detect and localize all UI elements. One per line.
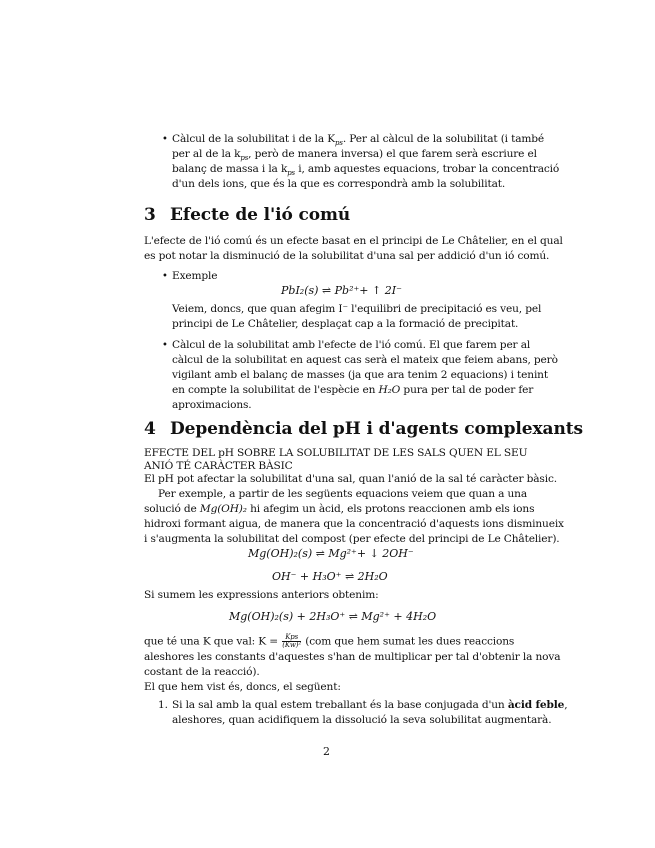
subhead-line2: ANIÓ TÉ CARÀCTER BÀSIC: [144, 460, 293, 472]
section4-p4: hidroxi formant aigua, de manera que la concentració d'aquests ions disminueix: [144, 518, 564, 530]
example-text-line2: principi de Le Châtelier, desplaçat cap a la formació de precipitat.: [172, 318, 519, 330]
section3-title: Efecte de l'ió comú: [170, 205, 351, 225]
sum-intro: Si sumem les expressions anteriors obtenim:: [144, 589, 379, 601]
equation-mgoh2: Mg(OH)₂(s) ⇌ Mg²⁺+ ↓ 2OH⁻: [248, 547, 414, 560]
subhead-line1: EFECTE DEL pH SOBRE LA SOLUBILITAT DE LES SALS QUEN EL SEU: [144, 447, 528, 459]
bullet1-line2: per al de la $k_{ps}$, però de manera inversa) el que farem serà escriure el: [172, 148, 537, 163]
bullet1-line1: Càlcul de la solubilitat i de la $K_{ps}$. Per al càlcul de la solubilitat (i també: [172, 133, 545, 148]
section3-intro-line1: L'efecte de l'ió comú és un efecte basat en el principi de Le Châtelier, en el qual: [144, 235, 563, 247]
k-line2: aleshores les constants d'aquestes s'han de multiplicar per tal d'obtenir la nova: [144, 651, 561, 663]
page-number: 2: [323, 745, 330, 758]
calc-line2: càlcul de la solubilitat en aquest cas serà el mateix que feiem abans, però: [172, 354, 558, 366]
equation-water: OH⁻ + H₃O⁺ ⇌ 2H₂O: [272, 570, 388, 583]
list-item-line2: aleshores, quan acidifiquem la dissolució la seva solubilitat augmentarà.: [172, 714, 552, 726]
bullet-marker: •: [162, 271, 168, 282]
section4-p5: i s'augmenta la solubilitat del compost (per efecte del principi de Le Châtelier).: [144, 533, 560, 545]
bullet1-line3: balanç de massa i la $k_{ps}$ i, amb aquestes equacions, trobar la concentració: [172, 163, 560, 178]
calc-line3: vigilant amb el balanç de masses (ja que ara tenim 2 equacions) i tenint: [172, 369, 548, 381]
example-text-line1: Veiem, doncs, que quan afegim I⁻ l'equilibri de precipitació es veu, pel: [172, 303, 542, 315]
calc-line5: aproximacions.: [172, 399, 252, 411]
section4-p1: El pH pot afectar la solubilitat d'una sal, quan l'anió de la sal té caràcter bàsic.: [144, 473, 557, 485]
conclusion-line: El que hem vist és, doncs, el següent:: [144, 681, 341, 693]
k-line1: que té una K que val: K = $\frac{\text{Kps}}{\text{(Kw)²}}$ (com que hem sumat les dues reaccions: [144, 633, 515, 649]
calc-line4: en compte la solubilitat de l'espècie en H₂O pura per tal de poder fer: [172, 384, 534, 396]
bullet-marker: •: [162, 340, 168, 351]
equation-pbi2: PbI₂(s) ⇌ Pb²⁺+ ↑ 2I⁻: [281, 284, 402, 297]
section3-intro-line2: es pot notar la disminució de la solubilitat d'una sal per addició d'un ió comú.: [144, 250, 550, 262]
section4-title: Dependència del pH i d'agents complexants: [170, 419, 583, 439]
bullet1-line4: d'un dels ions, que és la que es correspondrà amb la solubilitat.: [172, 178, 506, 190]
equation-sum: Mg(OH)₂(s) + 2H₃O⁺ ⇌ Mg²⁺ + 4H₂O: [229, 610, 437, 623]
section3-number: 3: [144, 205, 156, 225]
calc-line1: Càlcul de la solubilitat amb l'efecte de l'ió comú. El que farem per al: [172, 339, 531, 351]
example-label: Exemple: [172, 270, 218, 282]
bullet-marker: •: [162, 134, 168, 145]
list-item-line1: Si la sal amb la qual estem treballant és la base conjugada d'un àcid feble,: [172, 699, 568, 711]
list-item-number: 1.: [158, 699, 168, 711]
section4-number: 4: [144, 419, 156, 439]
k-fraction: $\frac{\text{Kps}}{\text{(Kw)²}}$: [282, 633, 301, 649]
section4-p2: Per exemple, a partir de les següents equacions veiem que quan a una: [158, 488, 527, 500]
k-line3: costant de la reacció).: [144, 666, 260, 678]
section4-p3: solució de Mg(OH)₂ hi afegim un àcid, els protons reaccionen amb els ions: [144, 503, 535, 515]
